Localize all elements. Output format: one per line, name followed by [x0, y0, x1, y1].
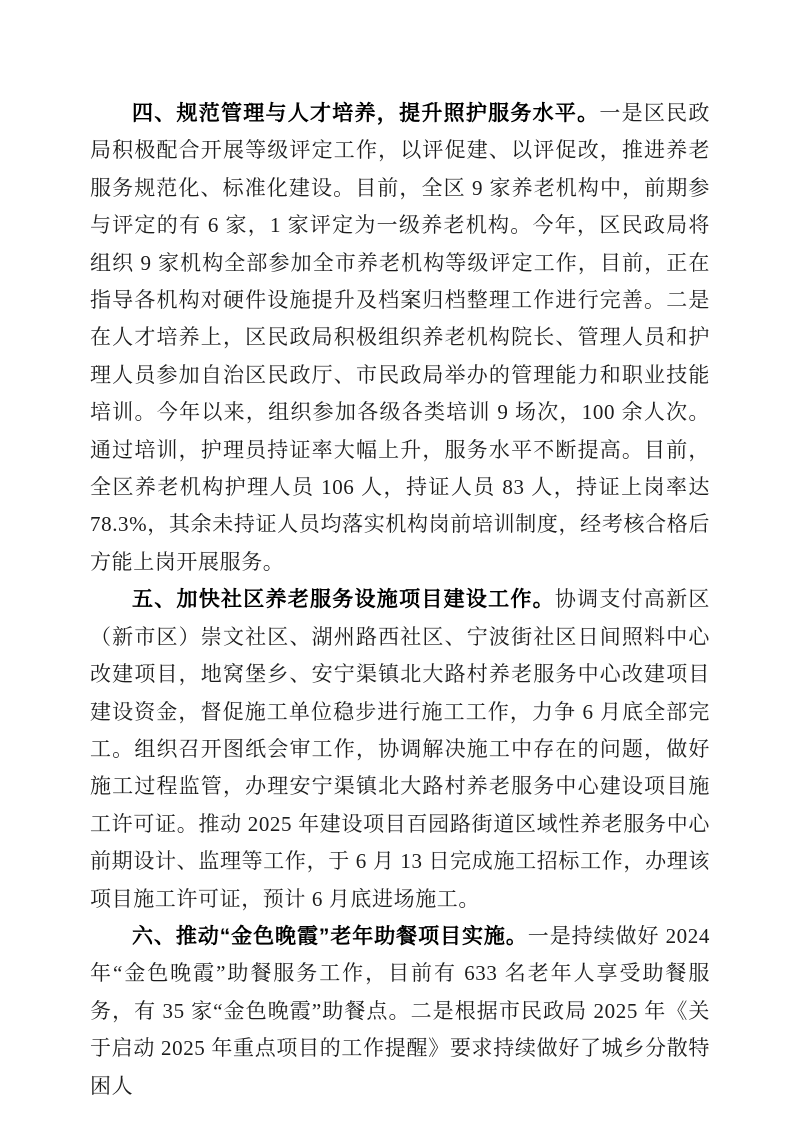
- section-4-body-text: 一是区民政局积极配合开展等级评定工作，以评促建、以评促改，推进养老服务规范化、标准化建设。目前，全区 9 家养老机构中，前期参与评定的有 6 家，1 家评定为一级养老机构。今年，区民政局将组织 9 家机构全部参加全市养老机构等级评定工作，目前，正在指导各机构对硬件设施提升及档案归档整理工作进行完善。二是在人才培养上，区民政局积极组织养老机构院长、管理人员和护理人员参加自治区民政厅、市民政局举办的管理能力和职业技能培训。今年以来，组织参加各级各类培训 9 场次，100 余人次。通过培训，护理员持证率大幅上升，服务水平不断提高。目前，全区养老机构护理人员 106 人，持证人员 83 人，持证上岗率达 78.3%，其余未持证人员均落实机构岗前培训制度，经考核合格后方能上岗开展服务。: [90, 101, 710, 574]
- section-5-heading: 五、加快社区养老服务设施项目建设工作。: [132, 588, 555, 612]
- section-5-body-text: 协调支付高新区（新市区）崇文社区、湖州路西社区、宁波街社区日间照料中心改建项目，地窝堡乡、安宁渠镇北大路村养老服务中心改建项目建设资金，督促施工单位稳步进行施工工作，力争 6 月底全部完工。组织召开图纸会审工作，协调解决施工中存在的问题，做好施工过程监管，办理安宁渠镇北大路村养老服务中心建设项目施工许可证。推动 2025 年建设项目百园路街道区域性养老服务中心前期设计、监理等工作，于 6 月 13 日完成施工招标工作，办理该项目施工许可证，预计 6 月底进场施工。: [90, 587, 710, 911]
- document-body: [90, 95, 710, 1105]
- section-6-heading: 六、推动“金色晚霞”老年助餐项目实施。: [132, 924, 528, 948]
- section-6-body-text: 一是持续做好 2024 年“金色晚霞”助餐服务工作，目前有 633 名老年人享受助餐服务，有 35 家“金色晚霞”助餐点。二是根据市民政局 2025 年《关于启动 2025 年重点项目的工作提醒》要求持续做好了城乡分散特困人: [90, 923, 710, 1098]
- paragraph-section-6: [90, 918, 710, 1105]
- paragraph-section-4: [90, 95, 710, 581]
- section-4-heading: 四、规范管理与人才培养，提升照护服务水平。: [132, 102, 600, 125]
- paragraph-section-5: [90, 581, 710, 918]
